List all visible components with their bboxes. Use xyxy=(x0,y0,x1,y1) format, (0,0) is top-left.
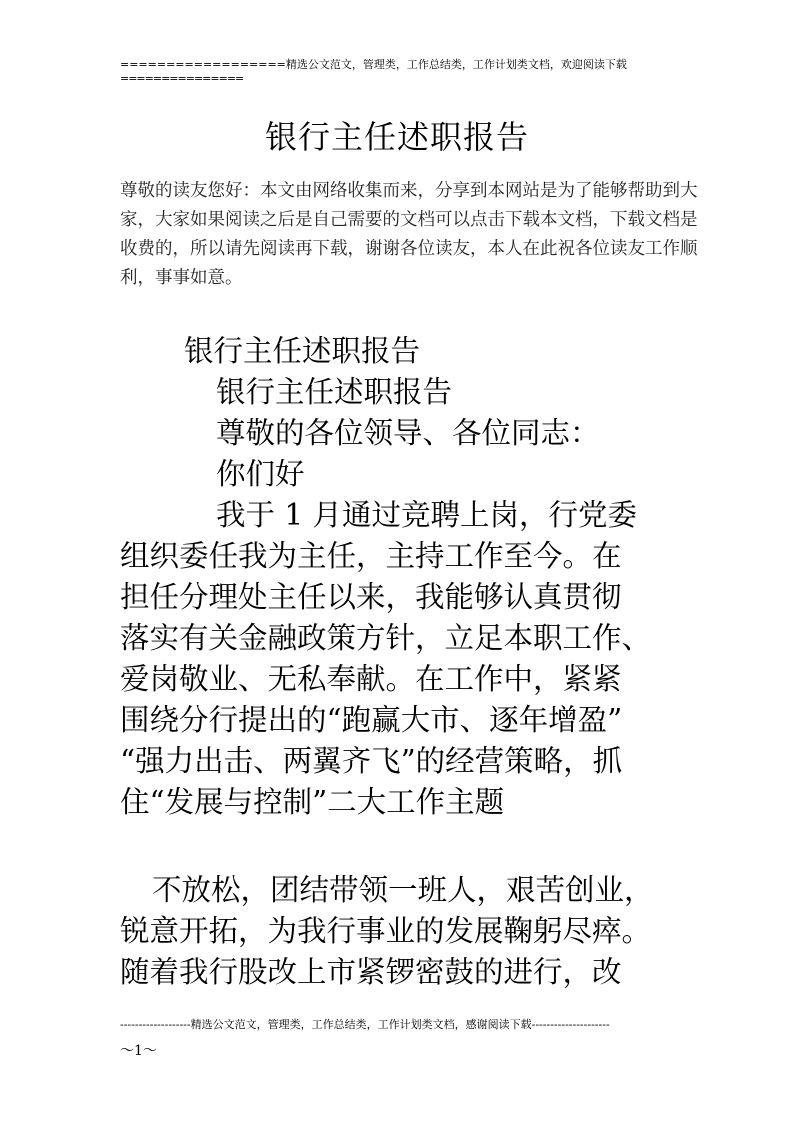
body-subheading: 银行主任述职报告 xyxy=(216,375,453,409)
page-footer: -------------------精选公文范文，管理类，工作总结类，工作计划类文档，感谢阅读下载--------------------- xyxy=(120,1018,610,1031)
header-text: ==================精选公文范文，管理类，工作总结类，工作计划类文档，欢迎阅读下载 xyxy=(120,58,627,71)
header-rule: =============== xyxy=(120,72,244,85)
document-body-continued xyxy=(120,870,680,993)
body-heading: 银行主任述职报告 xyxy=(184,334,421,368)
paragraph-line: 锐意开拓，为我行事业的发展鞠躬尽瘁。 xyxy=(120,914,652,948)
paragraph-line: 落实有关金融政策方针，立足本职工作、 xyxy=(120,621,652,655)
paragraph-line: 不放松，团结带领一班人，艰苦创业， xyxy=(152,873,654,907)
page-header xyxy=(120,58,680,86)
greeting: 你们好 xyxy=(216,457,305,491)
paragraph-line: 住“发展与控制”二大工作主题 xyxy=(120,785,505,819)
paragraph-line: 组织委任我为主任，主持工作至今。在 xyxy=(120,539,622,573)
page-number: ～1～ xyxy=(120,1043,157,1059)
paragraph-line: “强力出击、两翼齐飞”的经营策略，抓 xyxy=(120,744,623,778)
paragraph-line: 担任分理处主任以来，我能够认真贯彻 xyxy=(120,580,622,614)
document-title: 银行主任述职报告 xyxy=(264,118,529,156)
notice-line: 收费的，所以请先阅读再下载，谢谢各位读友，本人在此祝各位读友工作顺 xyxy=(120,239,698,259)
paragraph-line: 爱岗敬业、无私奉献。在工作中，紧紧 xyxy=(120,662,622,696)
paragraph-line: 我于 1 月通过竞聘上岗，行党委 xyxy=(216,498,638,532)
document-body xyxy=(120,331,680,823)
notice-line: 家，大家如果阅读之后是自己需要的文档可以点击下载本文档，下载文档是 xyxy=(120,210,698,230)
salutation: 尊敬的各位领导、各位同志： xyxy=(216,416,600,450)
notice-line: 利，事事如意。 xyxy=(120,268,243,288)
paragraph-line: 围绕分行提出的“跑赢大市、逐年增盈” xyxy=(120,703,623,737)
paragraph-line: 随着我行股改上市紧锣密鼓的进行，改 xyxy=(120,955,622,989)
notice-line: 尊敬的读友您好：本文由网络收集而来，分享到本网站是为了能够帮助到大 xyxy=(120,181,698,201)
reader-notice xyxy=(120,177,698,293)
